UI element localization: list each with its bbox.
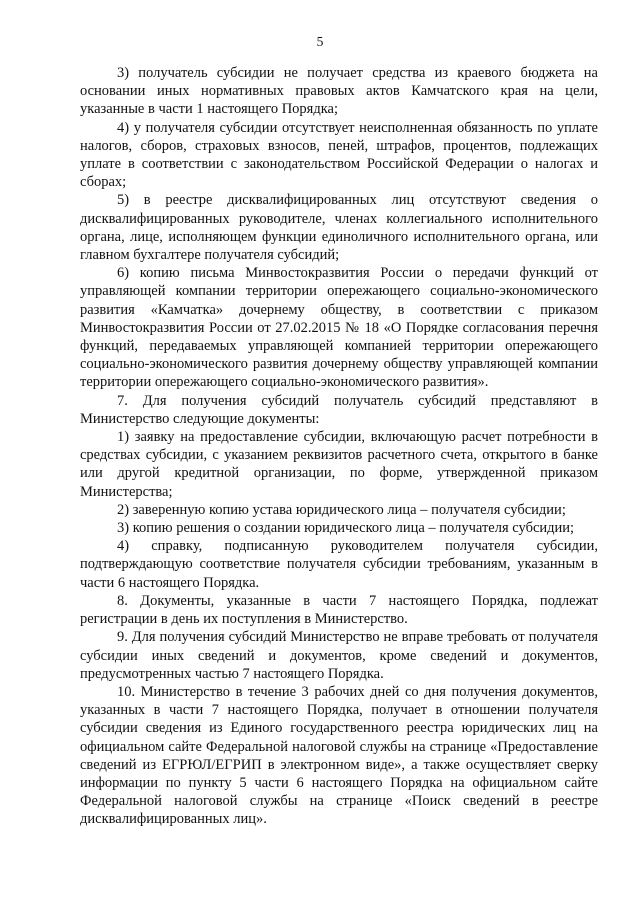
paragraph-section-9: 9. Для получения субсидий Министерство не вправе требовать от получателя субсидии иных сведений и документов, кроме сведений и документов, предусмотренных частью 7 настоящего Порядка.: [80, 629, 598, 682]
paragraph-item-6: 6) копию письма Минвостокразвития России о передачи функций от управляющей компании территории опережающего социально-экономического развития «Камчатка» дочернему обществу, в соответствии с приказом Минвостокразвития России от 27.02.2015 № 18 «О Порядке согласования перечня функций, передаваемых управляющей компанией территории опережающего социально-экономического развития дочернему обществу управляющей компании территории опережающего социально-экономического развития».: [80, 265, 598, 391]
paragraph-section-7-item-2: 2) заверенную копию устава юридического лица – получателя субсидии;: [117, 501, 566, 518]
paragraph-section-7-item-3: 3) копию решения о создании юридического лица – получателя субсидии;: [117, 520, 575, 537]
paragraph-section-7-item-4: 4) справку, подписанную руководителем получателя субсидии, подтверждающую соответствие получателя субсидии требованиям, указанным в части 6 настоящего Порядка.: [80, 538, 598, 591]
paragraph-section-7: 7. Для получения субсидий получатель субсидий представляют в Министерство следующие документы:: [80, 392, 598, 427]
paragraph-item-3: 3) получатель субсидии не получает средства из краевого бюджета на основании иных нормативных правовых актов Камчатского края на цели, указанные в части 1 настоящего Порядка;: [80, 65, 598, 118]
paragraph-section-10: 10. Министерство в течение 3 рабочих дней со дня получения документов, указанных в части 7 настоящего Порядка, получает в отношении получателя субсидии сведения из Единого государственного реестра юридических лиц на официальном сайте Федеральной налоговой службы на странице «Предоставление сведений из ЕГРЮЛ/ЕГРИП в электронном виде», а также осуществляет сверку информации по пункту 5 части 6 настоящего Порядка на официальном сайте Федеральной налоговой службы на странице «Поиск сведений в реестре дисквалифицированных лиц».: [80, 683, 598, 828]
page-number: 5: [316, 34, 324, 49]
paragraph-item-5: 5) в реестре дисквалифицированных лиц отсутствуют сведения о дисквалифицированных руководителе, членах коллегиального исполнительного органа, лице, исполняющем функции единоличного исполнительного органа, или главном бухгалтере получателя субсидий;: [80, 192, 598, 264]
document-body: [80, 64, 598, 829]
paragraph-item-4: 4) у получателя субсидии отсутствует неисполненная обязанность по уплате налогов, сборов, страховых взносов, пеней, штрафов, процентов, подлежащих уплате в соответствии с законодательством Российской Федерации о налогах и сборах;: [80, 119, 598, 191]
paragraph-section-8: 8. Документы, указанные в части 7 настоящего Порядка, подлежат регистрации в день их поступления в Министерство.: [80, 592, 598, 628]
paragraph-section-7-item-1: 1) заявку на предоставление субсидии, включающую расчет потребности в средствах субсидии, с указанием реквизитов расчетного счета, открытого в банке или другой кредитной организации, по форме, утвержденной приказом Министерства;: [80, 429, 598, 500]
